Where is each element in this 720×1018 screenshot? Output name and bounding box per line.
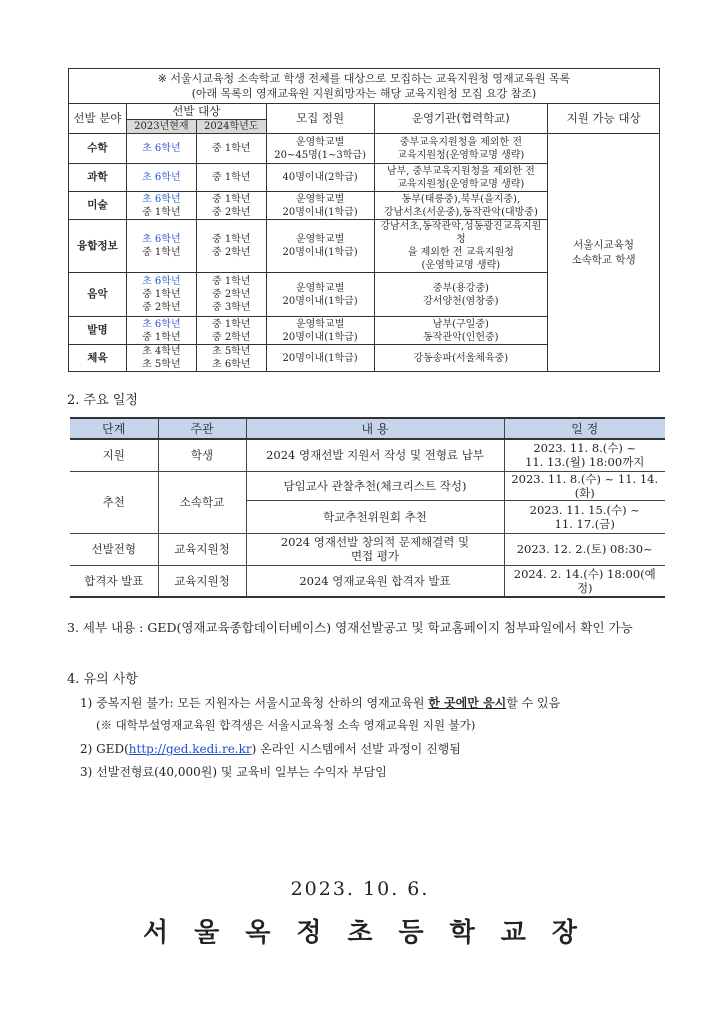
field-cell: 음악 bbox=[69, 273, 127, 317]
field-cell: 과학 bbox=[69, 164, 127, 192]
content-cell: 학교추천위원회 추천 bbox=[246, 500, 504, 533]
note-1-sub: (※ 대학부설영재교육원 합격생은 서울시교육청 소속 영재교육원 지원 불가) bbox=[96, 718, 476, 732]
schedule-cell: 2024. 2. 14.(수) 18:00(예정) bbox=[504, 565, 665, 597]
section3-text: 3. 세부 내용 : GED(영재교육종합데이터베이스) 영재선발공고 및 학교홈페이지 첨부파일에서 확인 가능 bbox=[67, 620, 633, 635]
schedule-table bbox=[70, 417, 665, 598]
eligible-cell: 서울시교육청 소속학교 학생 bbox=[548, 134, 660, 372]
col-org: 운영기관(협력학교) bbox=[374, 104, 548, 134]
content-cell: 2024 영재선발 지원서 작성 및 전형료 납부 bbox=[246, 439, 504, 471]
target-2024-cell: 중 1학년 bbox=[196, 134, 266, 164]
field-cell: 수학 bbox=[69, 134, 127, 164]
schedule-cell: 2023. 12. 2.(토) 08:30~ bbox=[504, 533, 665, 565]
col-target: 선발 대상 bbox=[126, 104, 266, 120]
schedule-cell: 2023. 11. 15.(수) ~ 11. 17.(금) bbox=[504, 500, 665, 533]
school-principal: 서울옥정초등학교장 bbox=[142, 918, 604, 948]
target-2023-cell: 초 6학년 중 1학년 bbox=[126, 220, 196, 273]
target-2023-cell: 초 6학년 bbox=[126, 134, 196, 164]
target-2024-cell: 중 1학년 중 2학년 bbox=[196, 317, 266, 345]
target-2024-cell: 중 1학년 bbox=[196, 164, 266, 192]
org-cell: 동부(태릉중),북부(을지중), 강남서초(서운중),동작관악(대방중) bbox=[374, 192, 548, 220]
table-row bbox=[70, 533, 665, 565]
field-cell: 융합정보 bbox=[69, 220, 127, 273]
field-cell: 발명 bbox=[69, 317, 127, 345]
org-cell: 중부교육지원청을 제외한 전 교육지원청(운영학교명 생략) bbox=[374, 134, 548, 164]
table1-title: ※ 서울시교육청 소속학교 학생 전체를 대상으로 모집하는 교육지원청 영재교육원 목록 (아래 목록의 영재교육원 지원희망자는 해당 교육지원청 모집 요강 참조) bbox=[69, 69, 660, 104]
org-cell: 남부(구일중) 동작관악(인헌중) bbox=[374, 317, 548, 345]
quota-cell: 운영학교별 20명이내(1학급) bbox=[266, 192, 374, 220]
org-cell: 남부, 중부교육지원청을 제외한 전 교육지원청(운영학교명 생략) bbox=[374, 164, 548, 192]
note-1: 1) 중복지원 불가: 모든 지원자는 서울시교육청 산하의 영재교육원 한 곳에만 응시할 수 있음 bbox=[80, 696, 561, 710]
col-quota: 모집 정원 bbox=[266, 104, 374, 134]
table-row bbox=[70, 471, 665, 500]
content-cell: 2024 영재교육원 합격자 발표 bbox=[246, 565, 504, 597]
section2-title: 2. 주요 일정 bbox=[67, 393, 138, 408]
host-cell: 교육지원청 bbox=[158, 533, 246, 565]
quota-cell: 운영학교별 20명이내(1학급) bbox=[266, 317, 374, 345]
target-2023-cell: 초 6학년 bbox=[126, 164, 196, 192]
field-cell: 체육 bbox=[69, 345, 127, 372]
host-cell: 학생 bbox=[158, 439, 246, 471]
stage-cell: 선발전형 bbox=[70, 533, 158, 565]
quota-cell: 운영학교별 20명이내(1학급) bbox=[266, 220, 374, 273]
target-2024-cell: 중 1학년 중 2학년 중 3학년 bbox=[196, 273, 266, 317]
col-host: 주관 bbox=[158, 418, 246, 439]
col-schedule: 일 정 bbox=[504, 418, 665, 439]
ged-link[interactable]: http://ged.kedi.re.kr bbox=[128, 742, 252, 756]
content-cell: 담임교사 관찰추천(체크리스트 작성) bbox=[246, 471, 504, 500]
note-2: 2) GED(http://ged.kedi.re.kr) 온라인 시스템에서 선발 과정이 진행됨 bbox=[80, 742, 461, 756]
org-cell: 중부(용강중) 강서양천(염창중) bbox=[374, 273, 548, 317]
table-row bbox=[69, 134, 660, 164]
col-field: 선발 분야 bbox=[69, 104, 127, 134]
schedule-cell: 2023. 11. 8.(수) ~ 11. 13.(월) 18:00까지 bbox=[504, 439, 665, 471]
note-1-emphasis: 한 곳에만 응시 bbox=[428, 696, 507, 710]
org-cell: 강남서초,동작관악,성동광진교육지원청 을 제외한 전 교육지원청 (운영학교명 생략) bbox=[374, 220, 548, 273]
schedule-cell: 2023. 11. 8.(수) ~ 11. 14.(화) bbox=[504, 471, 665, 500]
target-2024-cell: 중 1학년 중 2학년 bbox=[196, 220, 266, 273]
target-2024-cell: 초 5학년 초 6학년 bbox=[196, 345, 266, 372]
table-row bbox=[70, 439, 665, 471]
stage-cell: 추천 bbox=[70, 471, 158, 533]
target-2023-cell: 초 6학년 중 1학년 bbox=[126, 192, 196, 220]
field-cell: 미술 bbox=[69, 192, 127, 220]
stage-cell: 지원 bbox=[70, 439, 158, 471]
quota-cell: 40명이내(2학급) bbox=[266, 164, 374, 192]
issue-date: 2023. 10. 6. bbox=[290, 878, 430, 900]
quota-cell: 운영학교별 20명이내(1학급) bbox=[266, 273, 374, 317]
target-2024-cell: 중 1학년 중 2학년 bbox=[196, 192, 266, 220]
gifted-program-table bbox=[68, 68, 660, 372]
host-cell: 소속학교 bbox=[158, 471, 246, 533]
col-content: 내 용 bbox=[246, 418, 504, 439]
org-cell: 강동송파(서울체육중) bbox=[374, 345, 548, 372]
host-cell: 교육지원청 bbox=[158, 565, 246, 597]
quota-cell: 운영학교별 20~45명(1~3학급) bbox=[266, 134, 374, 164]
section4-title: 4. 유의 사항 bbox=[67, 672, 138, 687]
col-stage: 단계 bbox=[70, 418, 158, 439]
target-2023-cell: 초 6학년 중 1학년 중 2학년 bbox=[126, 273, 196, 317]
quota-cell: 20명이내(1학급) bbox=[266, 345, 374, 372]
table1-body bbox=[69, 134, 660, 372]
target-2023-cell: 초 4학년 초 5학년 bbox=[126, 345, 196, 372]
col-target-2023: 2023년현재 bbox=[126, 120, 196, 134]
table-row bbox=[70, 565, 665, 597]
content-cell: 2024 영재선발 창의적 문제해결력 및 면접 평가 bbox=[246, 533, 504, 565]
col-eligible: 지원 가능 대상 bbox=[548, 104, 660, 134]
note-3: 3) 선발전형료(40,000원) 및 교육비 일부는 수익자 부담임 bbox=[80, 765, 387, 779]
col-target-2024: 2024학년도 bbox=[196, 120, 266, 134]
target-2023-cell: 초 6학년 중 1학년 bbox=[126, 317, 196, 345]
stage-cell: 합격자 발표 bbox=[70, 565, 158, 597]
